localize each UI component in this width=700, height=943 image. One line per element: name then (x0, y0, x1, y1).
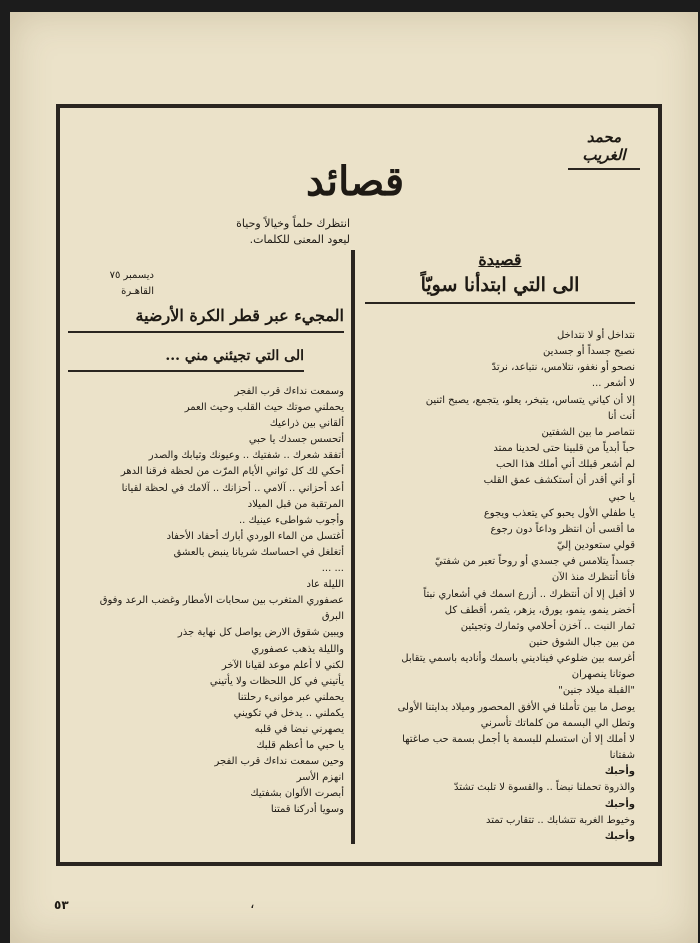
poem-1-line: وتطل الي البسمة من كلماتك تأسرني (480, 717, 635, 729)
poem-1-line: حباً أبدياً من قلبينا حتى لحدينا ممتد (493, 443, 635, 455)
poem-2-line: عصفوري المتغرب بين سحابات الأمطار وغضب الرعد وفوق (99, 595, 344, 607)
intro-line: انتظرك حلماً وخيالاً وحياة (236, 217, 350, 230)
poem-1-line: نتداخل أو لا نتداخل (556, 330, 635, 341)
poem-2-line: أتغلغل في احساسك شريانا ينبض بالعشق (173, 546, 344, 558)
poem-1-line: وأحبك (604, 830, 635, 842)
poem-2-line: أبصرت الألوان بشفتيك (250, 788, 344, 800)
poem-1-line: لا أملك إلا أن استسلم للبسمة يا أجمل بسمة حب صاغتها (402, 733, 635, 745)
poem-1-line: يوصل ما بين تأملنا في الأفق المحصور وميلاد بدايتنا الأولى (397, 701, 635, 713)
column-divider (351, 250, 355, 844)
poem-2-line: الليلة عاد (306, 579, 344, 591)
poem-2-line: لكني لا أعلم موعد لقيانا الآخر (221, 659, 344, 671)
poem-2-line: أغتسل من الماء الوردي أبارك أحفاد الأحفاد (166, 530, 344, 542)
poem-2-dateline (74, 268, 154, 300)
poem-2-line: وأجوب شواطىء عينيك .. (238, 514, 344, 526)
poem-2-line: يصهرني نبضا في قلبه (254, 723, 344, 735)
poem-1-line: شفتانا (609, 750, 635, 762)
footer-mark: ، (250, 896, 255, 912)
poem-2-title: المجيء عبر قطر الكرة الأرضية (68, 304, 344, 333)
poem-2-line: ويبين شقوق الارض يواصل كل نهاية جذر (177, 627, 344, 639)
poem-1 (365, 250, 635, 850)
poem-2-subtitle: الى التي تجيئني مني ... (68, 345, 304, 372)
poem-2-line: ... ... (321, 563, 344, 575)
poem-1-line: نصحو أو نغفو، نتلامس، نتباعد، نرتدّ (491, 362, 635, 374)
poem-1-line: أخضر ينمو، ينمو، يورق، يزهر، يثمر، أقطف كل (444, 604, 635, 616)
page-number: ٥٣ (54, 898, 69, 912)
poem-1-line: قولي ستعودين إليّ (556, 540, 635, 552)
page-title: قصائد (305, 158, 405, 205)
poem-2-line: وسمعت نداءك قرب الفجر (234, 386, 344, 397)
poem-2-line: والليلة يذهب عصفوري (251, 643, 344, 655)
poem-2-line: البرق (321, 611, 344, 623)
poem-1-line: صوتانا ينصهران (571, 669, 635, 681)
poem-2-date: ديسمبر ٧٥ (109, 270, 154, 281)
poem-2-line: ألقاني بين ذراعيك (269, 418, 344, 430)
poem-1-line: لا أشعر ... (591, 378, 635, 390)
poem-1-line: جسداً يتلامس في جسدي أو روحاً تعبر من شفتيّ (434, 556, 635, 568)
poem-2-line: انهزم الأسر (296, 772, 344, 784)
poem-2-line: أتحسس جسدك يا حبي (248, 434, 344, 446)
poem-1-line: يا طفلي الأول يحبو كي يتعذب ويجوع (483, 507, 635, 519)
poem-2-lines (68, 384, 344, 819)
poem-1-line: نتماصر ما بين الشفتين (541, 426, 635, 438)
poem-1-label: قصيدة (478, 250, 522, 269)
poem-2 (68, 258, 344, 848)
poem-1-line: أو أني أقدر أن أستكشف عمق القلب (483, 475, 635, 487)
poem-2-line: يحملني عبر موانىء رحلتنا (237, 691, 344, 703)
poem-1-line: من بين جبال الشوق حنين (528, 636, 635, 648)
poem-2-line: أعد أحزاني .. آلامي .. أحزانك .. آلامك في لحظة لقيانا (121, 482, 344, 494)
poem-2-place: القاهـرة (121, 286, 154, 297)
poem-1-line: وأحبك (604, 766, 635, 778)
poem-1-line: ثمار النبت .. آخزن أحلامي وثمارك وتجيئين (460, 620, 635, 632)
poem-1-lines (365, 328, 635, 845)
poem-1-line: وأحبك (604, 798, 635, 810)
poem-1-line: نصبح جسداً أو جسدين (543, 346, 635, 358)
poem-1-title: الى التي ابتدأنا سويّاً (365, 272, 635, 304)
poem-1-line: وخيوط الغربة تتشابك .. تتقارب تمتد (486, 814, 635, 826)
poem-1-line: يا حبي (608, 491, 635, 503)
poem-2-line: يكملني .. يدخل في تكويني (233, 707, 344, 719)
poems-frame (56, 104, 662, 866)
poem-2-line: المرتقبة من قبل الميلاد (247, 498, 344, 510)
poem-2-line: يحملني صوتك حيث القلب وحيث العمر (184, 402, 344, 414)
poem-1-line: إلا أن كياني يتساس، يتبخر، يعلو، يتجمع، يصبح اثنين (425, 394, 635, 406)
poem-2-line: وحين سمعت نداءك قرب الفجر (214, 756, 344, 768)
poem-1-line: أنت أنا (607, 410, 635, 422)
intro-line: ليعود المعنى للكلمات. (249, 233, 350, 246)
poem-1-line: والذروة تحملنا نبضاً .. والقسوة لا تلبث تشتدّ (454, 782, 635, 794)
poem-1-line: أغرسه بين ضلوعي فيناديني باسمك وأناديه باسمي يتقابل (401, 653, 635, 665)
poem-2-line: وسويا أدركنا قمتنا (270, 804, 344, 816)
poem-2-line: يا حبي ما أعظم قلبك (256, 740, 344, 752)
poem-2-line: أتفقد شعرك .. شفتيك .. وعيونك وثيابك والصدر (148, 450, 344, 462)
intro-epigraph (110, 216, 350, 248)
poem-2-line: أحكي لك كل ثواني الأيام المرّت من لحظة فرقنا الدهر (120, 466, 344, 478)
author-signature: محمد الغريب (568, 128, 640, 170)
poem-1-line: لا أقبل إلا أن أنتظرك .. أزرع اسمك في أشعاري نبتاً (423, 588, 635, 600)
poem-1-line: ما أقسى أن انتظر وداعاً دون رجوع (490, 523, 635, 535)
poem-1-line: لم أشعر قبلك أني أملك هذا الحب (496, 459, 635, 471)
poem-1-line: فأنا أنتظرك منذ الآن (551, 572, 635, 584)
magazine-page (10, 12, 698, 943)
poem-1-line: "القبلة ميلاد جنين" (558, 685, 635, 697)
poem-2-line: يأتيني في كل اللحظات ولا يأتيني (209, 675, 344, 687)
